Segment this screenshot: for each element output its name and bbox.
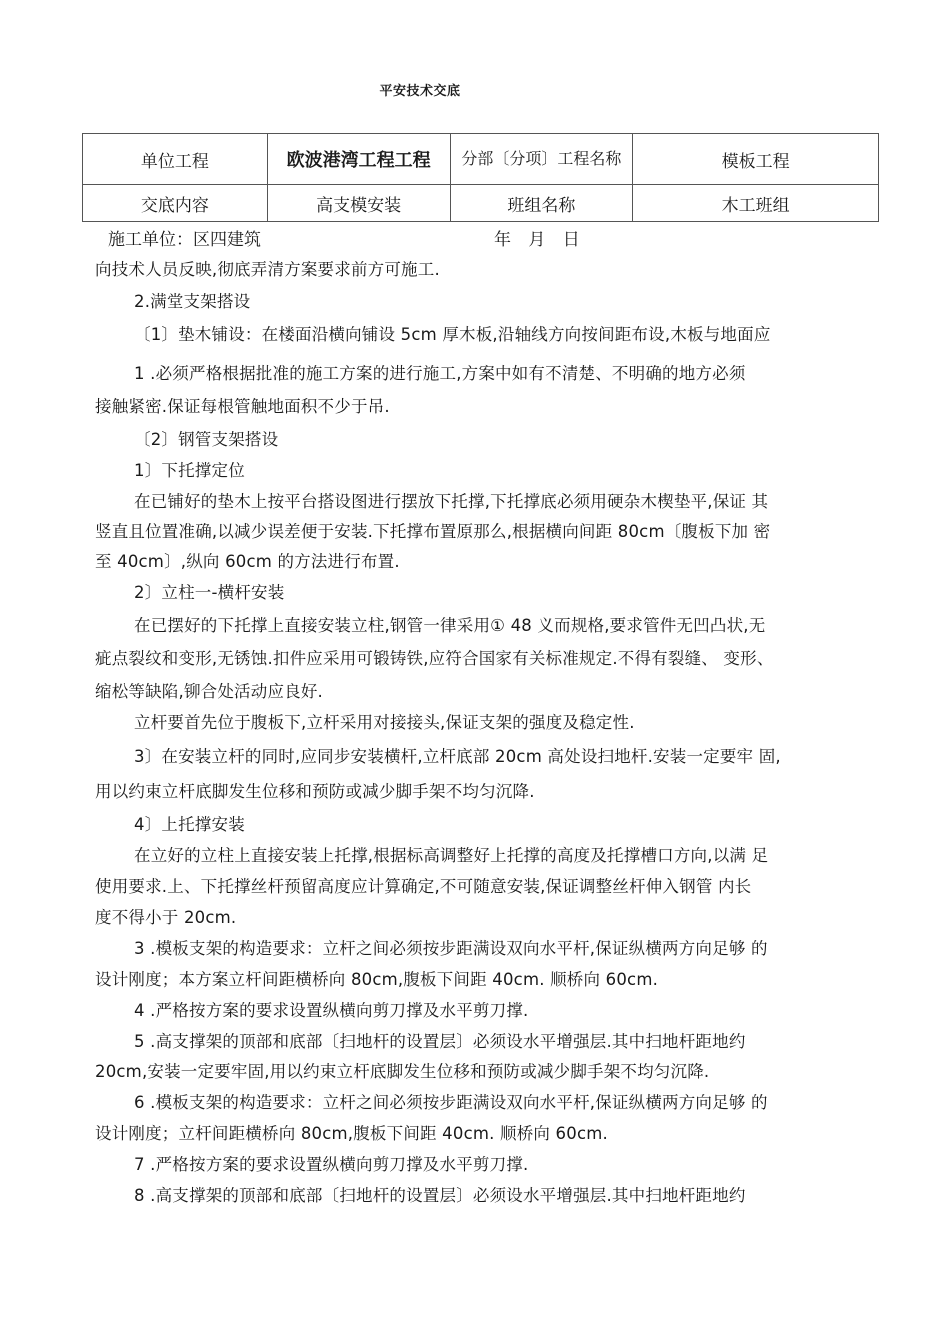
body-line: 使用要求.上、下托撑丝杆预留高度应计算确定,不可随意安装,保证调整丝杆伸入钢管 内长 [95,877,752,896]
table-row [83,185,879,222]
body-line: 在已摆好的下托撑上直接安装立柱,钢管一律采用① 48 义而规格,要求管件无凹凸状,无 [134,616,766,635]
body-line: 疵点裂纹和变形,无锈蚀.扣件应采用可锻铸铁,应符合国家有关标准规定.不得有裂缝、 变形、 [95,649,774,668]
date-field: 年 月 日 [494,230,586,250]
body-line: 20cm,安装一定要牢固,用以约束立杆底脚发生位移和预防或减少脚手架不均匀沉降. [95,1062,710,1081]
body-line: 向技术人员反映,彻底弄清方案要求前方可施工. [95,260,440,279]
body-line: 接触紧密.保证每根管触地面积不少于吊. [95,397,390,416]
body-line: 至 40cm〕,纵向 60cm 的方法进行布置. [95,552,400,571]
body-line: 5 .高支撑架的顶部和底部〔扫地杆的设置层〕必须设水平增强层.其中扫地杆距地约 [134,1032,746,1051]
body-line: 设计刚度；立杆间距横桥向 80cm,腹板下间距 40cm. 顺桥向 60cm. [95,1124,608,1143]
body-line: 1〕下托撑定位 [134,461,245,480]
document-title: 平安技术交底 [379,84,461,99]
table-cell-subproject-label: 分部〔分项〕工程名称 [450,134,633,185]
body-line: 1 .必须严格根据批准的施工方案的进行施工,方案中如有不清楚、不明确的地方必须 [134,364,746,383]
table-cell-unit-project-value: 欧波港湾工程工程 [267,134,450,185]
body-line: 设计刚度；本方案立杆间距横桥向 80cm,腹板下间距 40cm. 顺桥向 60cm. [95,970,659,989]
construction-unit: 施工单位：区四建筑 [108,230,261,250]
body-line: 在已铺好的垫木上按平台搭设图进行摆放下托撑,下托撑底必须用硬杂木楔垫平,保证 其 [134,492,769,511]
body-line: 〔2〕钢管支架搭设 [134,430,279,449]
body-line: 8 .高支撑架的顶部和底部〔扫地杆的设置层〕必须设水平增强层.其中扫地杆距地约 [134,1186,746,1205]
body-line: 在立好的立柱上直接安装上托撑,根据标高调整好上托撑的高度及托撑槽口方向,以满 足 [134,846,769,865]
body-line: 缩松等缺陷,铆合处活动应良好. [95,682,323,701]
body-line: 用以约束立杆底脚发生位移和预防或减少脚手架不均匀沉降. [95,782,535,801]
table-cell-subproject-value: 模板工程 [633,134,879,185]
table-cell-content-label: 交底内容 [83,185,268,222]
body-line: 立杆要首先位于腹板下,立杆采用对接接头,保证支架的强度及稳定性. [134,713,635,732]
table-cell-team-value: 木工班组 [633,185,879,222]
body-line: 6 .模板支架的构造要求：立杆之间必须按步距满设双向水平杆,保证纵横两方向足够 的 [134,1093,768,1112]
table-cell-content-value: 高支模安装 [267,185,450,222]
body-line: 竖直且位置准确,以减少误差便于安装.下托撑布置原那么,根据横向间距 80cm〔腹板下加 密 [95,522,771,541]
body-line: 3〕在安装立杆的同时,应同步安装横杆,立杆底部 20cm 高处设扫地杆.安装一定要牢 固, [134,747,781,766]
body-line: 2〕立柱一-横杆安装 [134,583,285,602]
info-table [82,133,879,222]
body-line: 〔1〕垫木铺设：在楼面沿横向铺设 5cm 厚木板,沿轴线方向按间距布设,木板与地面应 [134,325,771,344]
table-cell-unit-project-label: 单位工程 [83,134,268,185]
table-row [83,134,879,185]
body-line: 3 .模板支架的构造要求：立杆之间必须按步距满设双向水平杆,保证纵横两方向足够 的 [134,939,768,958]
body-line: 4 .严格按方案的要求设置纵横向剪刀撑及水平剪刀撑. [134,1001,529,1020]
body-line: 7 .严格按方案的要求设置纵横向剪刀撑及水平剪刀撑. [134,1155,529,1174]
body-line: 2.满堂支架搭设 [134,292,251,311]
table-cell-team-label: 班组名称 [450,185,633,222]
body-line: 4〕上托撑安装 [134,815,245,834]
body-line: 度不得小于 20cm. [95,908,237,927]
